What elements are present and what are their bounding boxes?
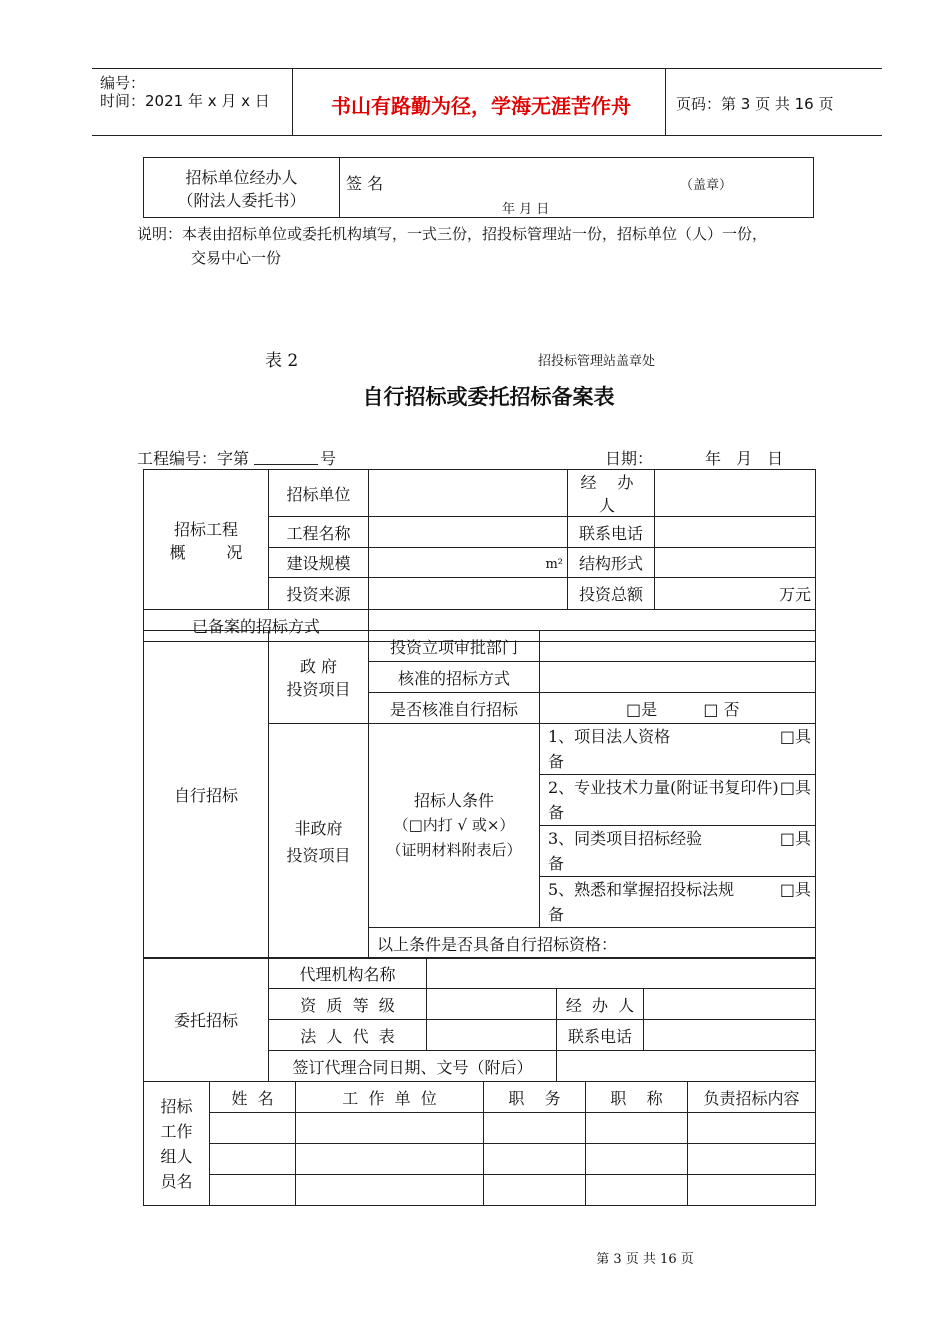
nongov-project-line2: 投资项目: [286, 846, 351, 865]
structure-value: [655, 548, 816, 578]
legal-rep-value: [427, 1020, 557, 1051]
nongov-project-label: [269, 724, 369, 959]
staff-section-line3: 组人: [160, 1146, 193, 1166]
sign-label: 签 名: [346, 174, 384, 193]
signature-cell: [340, 158, 814, 218]
entrusted-handler-value: [644, 989, 816, 1020]
scale-unit: m²: [545, 557, 563, 572]
approved-method-label: 核准的招标方式: [369, 662, 540, 693]
condition-3: [540, 826, 816, 877]
gov-project-line2: 投资项目: [286, 680, 351, 699]
table2-date-value: 年 月 日: [705, 449, 784, 468]
condition-1: [540, 724, 816, 775]
phone-label: 联系电话: [568, 517, 655, 548]
entrusted-handler-label: 经 办 人: [557, 989, 644, 1020]
contract-value: [557, 1051, 816, 1082]
header-code-label: 编号：: [100, 74, 146, 92]
cond-line2: （□内打 √ 或×）: [393, 816, 515, 834]
entrusted-phone-value: [644, 1020, 816, 1051]
agency-name-label: 代理机构名称: [269, 958, 427, 989]
staff-section-line2: 工作: [160, 1121, 193, 1141]
entrusted-table: [143, 957, 816, 1082]
table2-date-label: 日期：: [605, 449, 654, 468]
overview-section-line2: 概 况: [169, 542, 243, 562]
overview-section-label: [144, 470, 269, 610]
condition-3-tail: 备: [548, 854, 565, 873]
self-bidding-summary: 以上条件是否具备自行招标资格：: [369, 928, 816, 959]
gov-project-label: [269, 631, 369, 724]
entrusted-section: 委托招标: [144, 958, 269, 1082]
approved-method-value: [540, 662, 816, 693]
project-no-underline: [254, 464, 318, 465]
approved-self-options: [540, 693, 816, 724]
table2-title: 自行招标或委托招标备案表: [362, 384, 615, 409]
header-divider-1: [292, 68, 293, 136]
bidder-unit-label: 招标单位: [269, 470, 369, 517]
condition-5-tail: 备: [548, 905, 565, 924]
agent-label-cell: [144, 158, 340, 218]
note-line1: 说明：本表由招标单位或委托机构填写，一式三份，招投标管理站一份，招标单位（人）一份，: [137, 225, 768, 243]
stamp-area-label: 招投标管理站盖章处: [538, 354, 656, 369]
approval-dept-value: [540, 631, 816, 662]
fund-source-value: [369, 578, 568, 610]
approved-self-label: 是否核准自行招标: [369, 693, 540, 724]
staff-header-position: 职 务: [484, 1082, 586, 1113]
header-divider-2: [665, 68, 666, 136]
overview-table: [143, 469, 816, 642]
total-investment-value: [655, 578, 816, 610]
bidder-conditions-label: [369, 724, 540, 928]
staff-section-line4: 员名: [160, 1171, 193, 1191]
staff-header-unit: 工 作 单 位: [296, 1082, 484, 1113]
fund-source-label: 投资来源: [269, 578, 369, 610]
self-bidding-table: [143, 630, 816, 959]
staff-header-responsibility: 负责招标内容: [688, 1082, 816, 1113]
condition-1-text: 1、项目法人资格: [548, 727, 671, 746]
contract-label: 签订代理合同日期、文号（附后）: [269, 1051, 557, 1082]
header-bottom-rule: [92, 135, 882, 136]
condition-5-text: 5、熟悉和掌握招投标法规: [548, 880, 735, 899]
approved-no-checkbox[interactable]: □ 否: [703, 699, 740, 719]
header-page-label: 页码：第 3 页 共 16 页: [676, 95, 834, 113]
seal-label: （盖章）: [680, 178, 733, 193]
bidder-unit-value: [369, 470, 568, 517]
phone-value: [655, 517, 816, 548]
condition-3-checkbox[interactable]: □具: [779, 829, 811, 848]
cond-line3: （证明材料附表后）: [386, 841, 522, 859]
nongov-project-line1: 非政府: [294, 819, 343, 838]
approval-dept-label: 投资立项审批部门: [369, 631, 540, 662]
qualification-label: 资 质 等 级: [269, 989, 427, 1020]
cond-line1: 招标人条件: [413, 791, 494, 810]
project-name-label: 工程名称: [269, 517, 369, 548]
condition-5: [540, 877, 816, 928]
total-unit: 万元: [778, 585, 811, 604]
scale-value: [369, 548, 568, 578]
condition-2-tail: 备: [548, 803, 565, 822]
signature-date-label: 年 月 日: [502, 202, 550, 217]
condition-1-tail: 备: [548, 752, 565, 771]
condition-2-checkbox[interactable]: □具: [779, 778, 811, 797]
staff-table: [143, 1081, 816, 1206]
staff-section-line1: 招标: [160, 1096, 193, 1116]
signature-table: [143, 157, 814, 218]
legal-rep-label: 法 人 代 表: [269, 1020, 427, 1051]
staff-header-title: 职 称: [586, 1082, 688, 1113]
condition-3-text: 3、同类项目招标经验: [548, 829, 703, 848]
project-no-label: 工程编号：字第: [137, 449, 250, 468]
table2-label: 表 2: [265, 351, 299, 371]
approved-yes-checkbox[interactable]: □是: [626, 699, 658, 719]
filed-method-label: 已备案的招标方式: [144, 610, 369, 642]
agent-label-line1: 招标单位经办人: [185, 167, 298, 187]
page-footer: 第 3 页 共 16 页: [596, 1252, 694, 1267]
table-row: [144, 1144, 816, 1175]
header-motto: 书山有路勤为径，学海无涯苦作舟: [331, 94, 631, 118]
overview-section-line1: 招标工程: [173, 519, 238, 539]
agent-label-line2: （附法人委托书）: [177, 190, 306, 210]
self-bidding-section: 自行招标: [144, 631, 269, 959]
condition-5-checkbox[interactable]: □具: [779, 880, 811, 899]
structure-label: 结构形式: [568, 548, 655, 578]
gov-project-line1: 政 府: [299, 657, 338, 676]
condition-2: [540, 775, 816, 826]
project-no-suffix: 号: [320, 449, 337, 468]
qualification-value: [427, 989, 557, 1020]
header-time-label: 时间：2021 年 x 月 x 日: [100, 92, 270, 110]
condition-1-checkbox[interactable]: □具: [779, 727, 811, 746]
entrusted-phone-label: 联系电话: [557, 1020, 644, 1051]
project-name-value: [369, 517, 568, 548]
table-row: [144, 1175, 816, 1206]
staff-section-label: [144, 1082, 210, 1206]
table-row: [144, 1113, 816, 1144]
header-top-rule: [92, 68, 882, 69]
handler-label: 经 办 人: [568, 470, 655, 517]
handler-value: [655, 470, 816, 517]
total-investment-label: 投资总额: [568, 578, 655, 610]
condition-2-text: 2、专业技术力量(附证书复印件): [548, 778, 779, 797]
staff-header-name: 姓 名: [210, 1082, 296, 1113]
note-line2: 交易中心一份: [191, 249, 282, 267]
scale-label: 建设规模: [269, 548, 369, 578]
agency-name-value: [427, 958, 816, 989]
